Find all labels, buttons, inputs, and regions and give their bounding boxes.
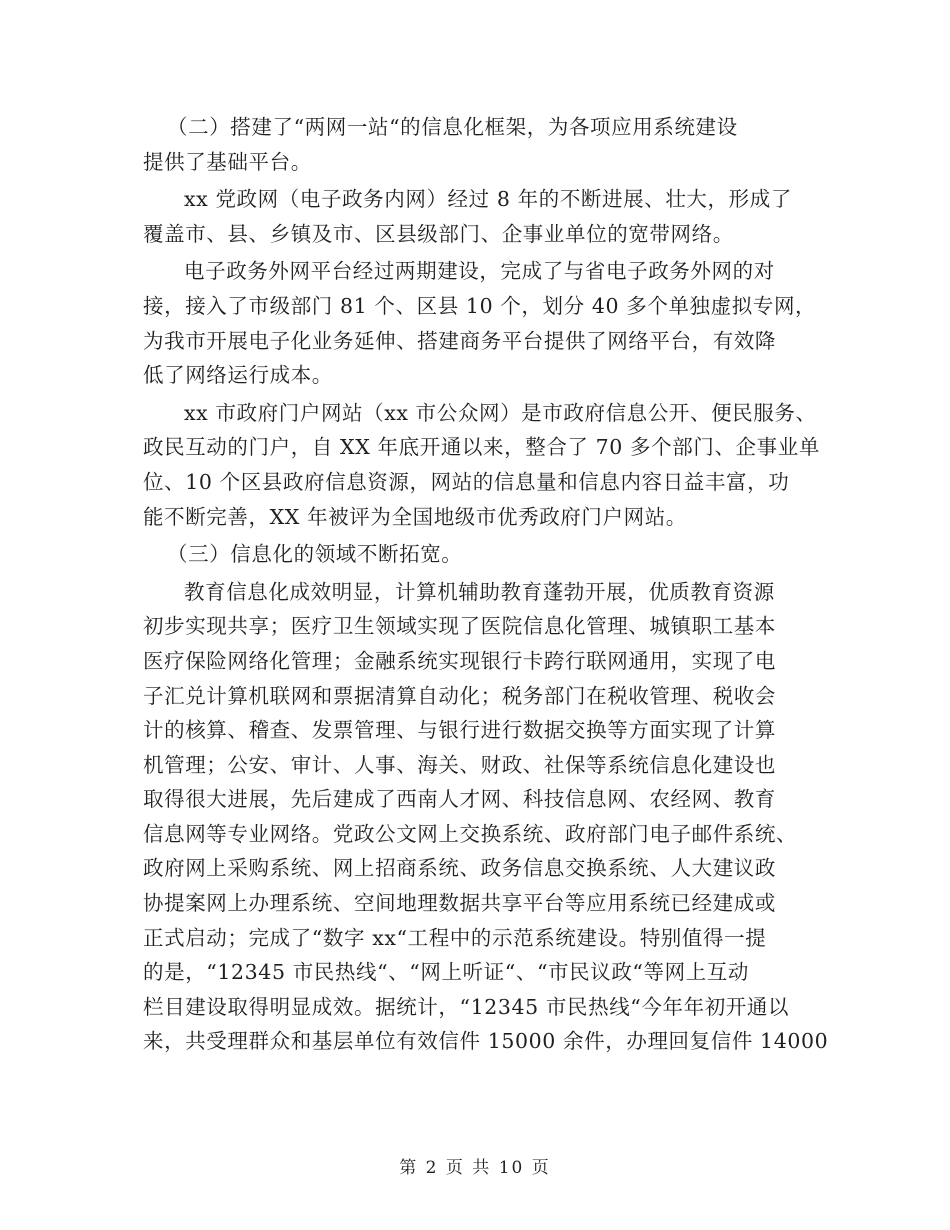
page-footer: 第 2 页 共 10 页 — [399, 1158, 551, 1178]
text-line: 的是，“12345 市民热线“、“网上听证“、“市民议政“等网上互动 — [143, 960, 750, 985]
text-line: 能不断完善，XX 年被评为全国地级市优秀政府门户网站。 — [143, 504, 687, 529]
text-line: 提供了基础平台。 — [143, 149, 312, 174]
text-line: xx 党政网（电子政务内网）经过 8 年的不断进展、壮大，形成了 — [184, 187, 792, 212]
text-line: 信息网等专业网络。党政公文网上交换系统、政府部门电子邮件系统、 — [143, 821, 798, 846]
paragraph — [143, 575, 829, 1059]
text-line: 医疗保险网络化管理；金融系统实现银行卡跨行联网通用，实现了电 — [143, 648, 776, 673]
text-line: 教育信息化成效明显，计算机辅助教育蓬勃开展，优质教育资源 — [184, 579, 775, 604]
text-line: 协提案网上办理系统、空间地理数据共享平台等应用系统已经建成或 — [143, 891, 776, 916]
text-line: 政民互动的门户，自 XX 年底开通以来，整合了 70 多个部门、企事业单 — [143, 435, 820, 460]
text-line: 位、10 个区县政府信息资源，网站的信息量和信息内容日益丰富，功 — [143, 469, 790, 494]
section-heading — [143, 537, 813, 572]
text-line: 正式启动；完成了“数字 xx“工程中的示范系统建设。特别值得一提 — [143, 925, 767, 950]
text-line: 覆盖市、县、乡镇及市、区县级部门、企事业单位的宽带网络。 — [143, 221, 734, 246]
text-line: 政府网上采购系统、网上招商系统、政务信息交换系统、人大建议政 — [143, 856, 776, 881]
text-line: 初步实现共享；医疗卫生领域实现了医院信息化管理、城镇职工基本 — [143, 614, 776, 639]
section-heading — [143, 110, 813, 179]
text-line: 取得很大进展，先后建成了西南人才网、科技信息网、农经网、教育 — [143, 787, 776, 812]
paragraph — [143, 182, 813, 251]
text-line: 子汇兑计算机联网和票据清算自动化；税务部门在税收管理、税收会 — [143, 683, 776, 708]
text-line: 低了网络运行成本。 — [143, 363, 333, 388]
text-line: 为我市开展电子化业务延伸、搭建商务平台提供了网络平台，有效降 — [143, 328, 776, 353]
text-line: （三）信息化的领域不断拓宽。 — [167, 542, 463, 567]
text-line: 电子政务外网平台经过两期建设，完成了与省电子政务外网的对 — [184, 259, 775, 284]
text-line: 机管理；公安、审计、人事、海关、财政、社保等系统信息化建设也 — [143, 752, 776, 777]
document-body — [143, 110, 829, 1059]
text-line: 来，共受理群众和基层单位有效信件 15000 余件，办理回复信件 14000 — [143, 1029, 829, 1054]
paragraph — [143, 254, 817, 392]
text-line: 接，接入了市级部门 81 个、区县 10 个，划分 40 多个单独虚拟专网， — [143, 293, 817, 318]
paragraph — [143, 396, 820, 534]
text-line: xx 市政府门户网站（xx 市公众网）是市政府信息公开、便民服务、 — [184, 400, 817, 425]
text-line: 栏目建设取得明显成效。据统计，“12345 市民热线“今年年初开通以 — [143, 994, 790, 1019]
text-line: 计的核算、稽查、发票管理、与银行进行数据交换等方面实现了计算 — [143, 718, 776, 743]
text-line: （二）搭建了“两网一站“的信息化框架，为各项应用系统建设 — [167, 115, 738, 139]
